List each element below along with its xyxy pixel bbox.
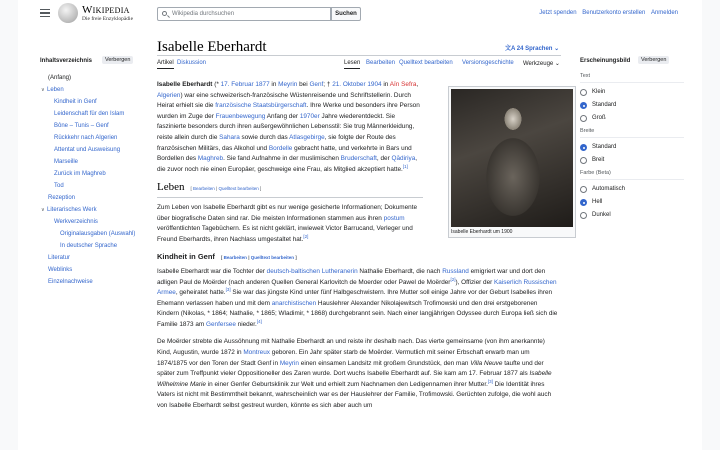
radio-breite-breit[interactable]: Breit	[580, 154, 688, 167]
paragraph: Zum Leben von Isabelle Eberhardt gibt es nur wenige gesicherte Informationen; Dokumente über biografische Daten sind rar. Die meisten Informationen stammen aus ihren postum veröffentlichten Tagebüchern. Es ist nicht geklärt, inwieweit Victor Barrucand, Verleger und Freund Eberhardts, ihren Nachlass umgestaltet hat.[2]	[157, 203, 418, 243]
link[interactable]: 21. Oktober 1904	[332, 81, 382, 88]
site-header	[18, 0, 702, 30]
link[interactable]: Kaiserlich Russischen Armee	[157, 278, 557, 297]
footnote[interactable]: [2]	[303, 233, 309, 239]
edit-source-link[interactable]: Quelltext bearbeiten	[250, 255, 294, 261]
radio-icon	[580, 212, 587, 219]
edit-source-link[interactable]: Quelltext bearbeiten	[218, 186, 259, 192]
create-account-link[interactable]: Benutzerkonto erstellen	[582, 10, 646, 16]
login-link[interactable]: Anmelden	[650, 10, 678, 16]
footnote[interactable]: [4]	[256, 318, 262, 324]
toc-header	[40, 58, 156, 68]
toc-item[interactable]: Rückkehr nach Algerien	[54, 135, 118, 141]
translate-icon: 文A	[505, 46, 517, 52]
section-heading-kindheit: Kindheit in Genf [ Bearbeiten | Quelltext bearbeiten ]	[157, 252, 297, 262]
radio-icon	[580, 89, 587, 96]
appearance-header	[580, 58, 688, 70]
radio-text-standard[interactable]: Standard	[580, 99, 688, 112]
radio-text-klein[interactable]: Klein	[580, 86, 688, 99]
toc-item[interactable]: Leidenschaft für den Islam	[54, 111, 125, 117]
footnote[interactable]: [1]	[402, 163, 408, 169]
link[interactable]: Meyrin	[278, 81, 298, 88]
toc-item-rezeption[interactable]: Rezeption	[48, 195, 76, 201]
paragraph: Isabelle Eberhardt war die Tochter der deutsch-baltischen Lutheranerin Nathalie Eberhardt, die nach Russland emigriert war und dort den adligen Paul de Moërder (nach anderen Quellen General Karlovitch de Moerder oder Pawel de Moërder[2]), Offizier der Kaiserlich Russischen Armee, geheiratet hatte.[3] Sie war das jüngste Kind unter fünf Halbgeschwistern. Ihre Mutter soll einige Jahre vor der Geburt Isabelles ihren Ehemann verlassen haben und mit dem anarchistischen Hauslehrer Alexander Nikolajewitsch Trofimowski und den drei erstgeborenen Kindern (Nikolas, * 1864; Nathalie, * 1865; Wladimir, * 1868) durchgebrannt sein. Nach einer langjährigen Odyssee durch Europa ließ sich die Familie 1873 am Genfersee nieder.[4]	[157, 267, 558, 328]
radio-selected-icon	[580, 144, 587, 151]
tab-lesen[interactable]: Lesen	[344, 60, 360, 69]
wikipedia-wordmark[interactable]: Wikipedia	[82, 4, 130, 16]
link[interactable]: Maghreb	[197, 155, 224, 163]
lead-paragraph: Isabelle Eberhardt (* 17. Februar 1877 in Meyrin bei Genf; † 21. Oktober 1904 in Aïn Sefra, Algerien) war eine schweizerisch-französische Wüstenreisende und Schriftstellerin. Durch Heirat erhielt sie die französische Staatsbürgerschaft. Ihre Werke und besonders ihre Person wurden im Zuge der Frauenbewegung Anfang der 1970er Jahre wiederentdeckt. Sie faszinierte besonders durch ihren außergewöhnlichen Lebensstil: Sie trug Männerkleidung, reiste allein durch die Sahara sowie durch das Atlasgebirge, sie folgte der Route des französischen Militärs, das Alkohol und Bordelle gebracht hatte, und verkehrte in Bars und Bordellen des Maghreb. Sie fand Aufnahme in der muslimischen Bruderschaft, der Qādiriya, die zuvor noch nie einen Europäer, geschweige eine Frau, als Mitglied akzeptiert hatte.[1]	[157, 81, 420, 173]
radio-selected-icon	[580, 102, 587, 109]
link[interactable]: Bruderschaft	[340, 155, 377, 163]
link[interactable]: deutsch-baltischen	[266, 267, 320, 275]
radio-farbe-hell[interactable]: Hell	[580, 196, 688, 209]
group-label-text: Text	[580, 73, 684, 83]
section-edit-links: [ Bearbeiten | Quelltext bearbeiten ]	[190, 186, 262, 192]
search-icon	[162, 11, 167, 16]
link[interactable]: Bordelle	[268, 144, 293, 152]
toc-item-einzelnachweise[interactable]: Einzelnachweise	[48, 279, 93, 285]
tab-artikel[interactable]: Artikel	[157, 60, 174, 69]
link[interactable]: postum	[383, 214, 405, 222]
link[interactable]: Genfersee	[206, 320, 236, 328]
infobox-figure	[448, 86, 576, 238]
link[interactable]: Sahara	[219, 133, 240, 141]
page-title: Isabelle Eberhardt	[157, 39, 267, 55]
search-button[interactable]: Suchen	[331, 7, 361, 21]
tab-bearbeiten[interactable]: Bearbeiten	[366, 60, 396, 66]
link[interactable]: anarchistischen	[271, 299, 317, 307]
edit-link[interactable]: Bearbeiten	[223, 255, 247, 261]
toc-item-literatur[interactable]: Literatur	[48, 255, 71, 261]
portrait-image[interactable]	[451, 89, 573, 227]
link[interactable]: Montreux	[243, 349, 270, 357]
table-of-contents	[40, 58, 156, 288]
chevron-down-icon[interactable]: ∨	[41, 207, 45, 213]
link[interactable]: Atlasgebirge	[289, 133, 325, 141]
edit-link[interactable]: Bearbeiten	[193, 186, 215, 192]
link[interactable]: Algerien	[157, 91, 181, 99]
toc-hide-button[interactable]: Verbergen	[102, 56, 133, 64]
toc-item[interactable]: Bône – Tunis – Genf	[54, 123, 109, 129]
tab-werkzeuge[interactable]: Werkzeuge ⌄	[523, 61, 560, 67]
link[interactable]: Meyrin	[279, 359, 299, 367]
appearance-hide-button[interactable]: Verbergen	[638, 56, 669, 64]
radio-farbe-dunkel[interactable]: Dunkel	[580, 209, 688, 222]
link[interactable]: Russland	[442, 267, 469, 275]
wikipedia-globe-logo[interactable]	[58, 3, 78, 23]
toc-item-weblinks[interactable]: Weblinks	[48, 267, 73, 273]
toc-item[interactable]: Tod	[54, 183, 64, 189]
toc-item-leben[interactable]: ∨ Leben	[40, 84, 156, 96]
radio-icon	[580, 115, 587, 122]
redlink[interactable]: Aïn Sefra	[389, 81, 417, 88]
section-heading-leben: Leben [ Bearbeiten | Quelltext bearbeiten ]	[157, 182, 423, 198]
tab-quelltext[interactable]: Quelltext bearbeiten	[399, 60, 453, 66]
chevron-down-icon[interactable]: ∨	[41, 87, 45, 93]
radio-farbe-automatisch[interactable]: Automatisch	[580, 183, 688, 196]
toc-item[interactable]: Werkverzeichnis	[54, 219, 98, 225]
section-edit-links: [ Bearbeiten | Quelltext bearbeiten ]	[220, 255, 297, 261]
link[interactable]: Frauenbewegung	[215, 112, 266, 120]
toc-item[interactable]: Attentat und Ausweisung	[54, 147, 121, 153]
toc-item[interactable]: Kindheit in Genf	[54, 99, 97, 105]
toc-item-literarisches-werk[interactable]: ∨ Literarisches Werk	[40, 204, 156, 216]
link[interactable]: Lutheranerin	[321, 267, 358, 275]
radio-breite-standard[interactable]: Standard	[580, 141, 688, 154]
title-divider	[157, 55, 561, 56]
radio-selected-icon	[580, 199, 587, 206]
tab-diskussion[interactable]: Diskussion	[177, 60, 207, 66]
link[interactable]: französische Staatsbürgerschaft	[215, 102, 307, 110]
radio-text-gross[interactable]: Groß	[580, 112, 688, 125]
page	[18, 0, 702, 450]
search-input[interactable]	[157, 7, 331, 21]
user-links	[535, 10, 678, 16]
appearance-panel	[580, 58, 688, 222]
chevron-down-icon: ⌄	[552, 46, 560, 52]
footnote[interactable]: [3]	[487, 378, 493, 384]
paragraph: De Moërder strebte die Aussöhnung mit Nathalie Eberhardt an und reiste ihr deshalb nach. Das vierte gemeinsame (von ihm anerkannte) Kind, Augustin, wurde 1872 in Montreux geboren. Ein Jahr später starb de Moërder. Vermutlich mit seiner Erbschaft erwarb man um 1874/1875 vor den Toren der Stadt Genf in Meyrin einen einsamen Landsitz mit großem Grundstück, den man Villa Neuve taufte und der später zum Treffpunkt vieler Oppositioneller des Zaren wurde. Dort wuchs Isabelle Eberhardt auf. Sie kam am 17. Februar 1877 als Isabelle Wilhelmine Marie in einer Genfer Geburtsklinik zur Welt und erhielt zum Nachnamen den Ledigennamen ihrer Mutter.[3] Die Identität ihres Vaters ist nicht mit Bestimmtheit bekannt, wahrscheinlich war es der Hauslehrer der Familie, Trofimowski. Gerüchten zufolge, die wohl auch von Isabelle Eberhardt selbst gestreut wurden, könnte es sich aber auch um	[157, 338, 552, 410]
link[interactable]: 17. Februar 1877	[220, 81, 270, 88]
radio-icon	[580, 157, 587, 164]
page-tabs	[157, 60, 561, 70]
toc-item[interactable]: Marseille	[54, 159, 79, 165]
link[interactable]: 1970er	[299, 112, 320, 120]
language-button[interactable]: 文A 24 Sprachen ⌄	[505, 46, 560, 52]
group-label-farbe: Farbe (Beta)	[580, 170, 684, 180]
search-placeholder: Wikipedia durchsuchen	[172, 11, 235, 17]
wikipedia-tagline: Die freie Enzyklopädie	[82, 16, 134, 22]
tab-versionsgeschichte[interactable]: Versionsgeschichte	[462, 60, 514, 66]
link[interactable]: Genf	[309, 81, 324, 88]
toc-item[interactable]: In deutscher Sprache	[60, 243, 118, 249]
appearance-title: Erscheinungsbild	[580, 58, 631, 64]
image-caption: Isabelle Eberhardt um 1900	[451, 229, 513, 235]
radio-icon	[580, 186, 587, 193]
toc-title: Inhaltsverzeichnis	[40, 58, 93, 64]
donate-link[interactable]: Jetzt spenden	[539, 10, 577, 16]
toc-item-anfang[interactable]: (Anfang)	[48, 75, 72, 81]
toc-item[interactable]: Originalausgaben (Auswahl)	[60, 231, 136, 237]
link[interactable]: Qādiriya	[391, 155, 416, 163]
footnote[interactable]: [3]	[225, 286, 231, 292]
main-menu-icon[interactable]	[40, 9, 50, 17]
footnote[interactable]: [2]	[450, 276, 456, 282]
toc-item[interactable]: Zurück im Maghreb	[54, 171, 106, 177]
group-label-breite: Breite	[580, 128, 684, 138]
